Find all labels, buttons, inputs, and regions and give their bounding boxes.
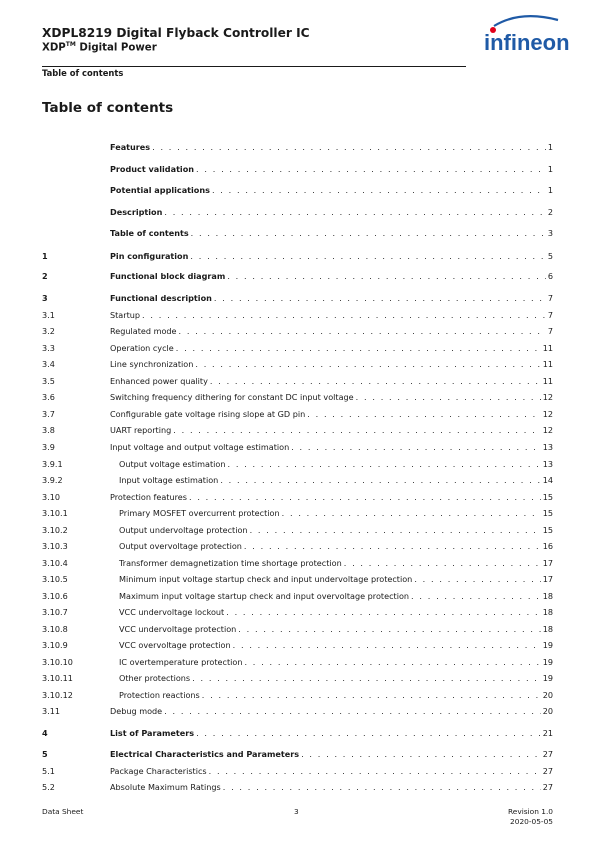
toc-entry-page: 27 [542, 766, 553, 776]
toc-leader-dots [238, 623, 540, 635]
toc-entry[interactable] [0, 540, 595, 552]
toc-entry-link[interactable] [110, 408, 553, 420]
toc-entry-page: 6 [547, 271, 553, 281]
toc-entry-title: IC overtemperature protection [119, 657, 243, 667]
toc-entry-title: Features [110, 142, 151, 152]
toc-leader-dots [244, 540, 541, 552]
toc-leader-dots [233, 639, 541, 651]
toc-leader-dots [196, 727, 541, 739]
toc-entry-link[interactable] [110, 270, 553, 282]
toc-entry[interactable] [0, 623, 595, 635]
toc-entry-page: 5 [547, 251, 553, 261]
toc-entry-title: Output overvoltage protection [119, 541, 242, 551]
toc-entry-number: 3.10.5 [42, 574, 68, 584]
toc-leader-dots [414, 573, 540, 585]
toc-entry-title: Minimum input voltage startup check and input undervoltage protection [119, 574, 413, 584]
toc-leader-dots [282, 507, 541, 519]
toc-entry-page: 27 [542, 782, 553, 792]
toc-entry-page: 13 [542, 459, 553, 469]
toc-entry-number: 3.10.12 [42, 690, 73, 700]
toc-entry-title: Output voltage estimation [119, 459, 226, 469]
toc-entry-page: 19 [542, 657, 553, 667]
toc-entry-link[interactable] [119, 623, 553, 635]
toc-entry[interactable] [0, 672, 595, 684]
toc-leader-dots [344, 557, 541, 569]
toc-entry-title: Pin configuration [110, 251, 189, 261]
toc-entry[interactable] [0, 342, 595, 354]
toc-entry-page: 19 [542, 673, 553, 683]
logo-arc [494, 16, 558, 26]
toc-leader-dots [210, 375, 541, 387]
toc-entry-page: 1 [547, 164, 553, 174]
toc-leader-dots [356, 391, 541, 403]
toc-entry[interactable] [0, 163, 595, 175]
toc-entry-page: 19 [542, 640, 553, 650]
toc-entry[interactable] [0, 507, 595, 519]
trademark-mark: TM [65, 41, 76, 48]
toc-entry-link[interactable] [119, 557, 553, 569]
toc-entry-page: 15 [542, 492, 553, 502]
toc-entry-number: 5 [42, 749, 48, 759]
toc-entry-title: Other protections [119, 673, 191, 683]
toc-entry-page: 1 [547, 142, 553, 152]
toc-entry[interactable] [0, 639, 595, 651]
toc-entry-number: 3.1 [42, 310, 55, 320]
toc-entry-link[interactable] [110, 781, 553, 793]
toc-entry[interactable] [0, 250, 595, 262]
toc-entry-title: Transformer demagnetization time shortage protection [119, 558, 342, 568]
toc-entry-link[interactable] [110, 325, 553, 337]
toc-entry-number: 3.10 [42, 492, 61, 502]
toc-entry-page: 16 [542, 541, 553, 551]
toc-entry[interactable] [0, 441, 595, 453]
toc-leader-dots [142, 309, 546, 321]
toc-entry[interactable] [0, 408, 595, 420]
toc-entry-link[interactable] [110, 358, 553, 370]
toc-entry-link[interactable] [119, 507, 553, 519]
toc-leader-dots [202, 689, 541, 701]
toc-entry-link[interactable] [110, 250, 553, 262]
toc-leader-dots [164, 705, 541, 717]
toc-entry-page: 12 [542, 425, 553, 435]
toc-entry-page: 17 [542, 574, 553, 584]
toc-entry-title: Output undervoltage protection [119, 525, 248, 535]
toc-entry-title: Enhanced power quality [110, 376, 208, 386]
toc-entry-link[interactable] [119, 689, 553, 701]
toc-entry-link[interactable] [119, 540, 553, 552]
toc-entry-link[interactable] [110, 206, 553, 218]
toc-entry-number: 3.10.2 [42, 525, 68, 535]
toc-entry[interactable] [0, 491, 595, 503]
toc-leader-dots [307, 408, 540, 420]
toc-entry[interactable] [0, 606, 595, 618]
toc-leader-dots [164, 206, 545, 218]
toc-leader-dots [226, 606, 540, 618]
toc-heading: Table of contents [42, 100, 174, 116]
toc-leader-dots [189, 491, 541, 503]
running-section-label: Table of contents [42, 68, 124, 78]
toc-entry-title: Startup [110, 310, 141, 320]
toc-entry[interactable] [0, 375, 595, 387]
toc-entry-page: 1 [547, 185, 553, 195]
toc-entry-title: Line synchronization [110, 359, 194, 369]
toc-entry-title: UART reporting [110, 425, 172, 435]
toc-entry-page: 12 [542, 409, 553, 419]
toc-entry-page: 7 [547, 326, 553, 336]
toc-leader-dots [223, 781, 541, 793]
toc-entry-number: 3.10.7 [42, 607, 68, 617]
toc-entry-page: 18 [542, 591, 553, 601]
toc-entry-number: 5.1 [42, 766, 55, 776]
toc-entry-title: Input voltage estimation [119, 475, 219, 485]
toc-entry-link[interactable] [110, 765, 553, 777]
toc-entry[interactable] [0, 689, 595, 701]
toc-entry-page: 20 [542, 706, 553, 716]
toc-entry-link[interactable] [110, 441, 553, 453]
toc-entry-link[interactable] [119, 590, 553, 602]
toc-entry-title: Electrical Characteristics and Parameters [110, 749, 300, 759]
toc-entry-number: 3.6 [42, 392, 55, 402]
toc-entry-link[interactable] [110, 141, 553, 153]
toc-entry-link[interactable] [119, 474, 553, 486]
toc-entry-number: 3.4 [42, 359, 55, 369]
toc-entry[interactable] [0, 206, 595, 218]
subtitle-main: XDP [42, 42, 66, 54]
toc-entry-page: 18 [542, 607, 553, 617]
toc-entry-number: 3.10.8 [42, 624, 68, 634]
toc-entry-page: 13 [542, 442, 553, 452]
toc-entry-page: 17 [542, 558, 553, 568]
toc-entry-link[interactable] [110, 748, 553, 760]
toc-leader-dots [191, 227, 546, 239]
toc-entry-title: Table of contents [110, 228, 189, 238]
toc-entry-link[interactable] [119, 524, 553, 536]
toc-entry-link[interactable] [119, 458, 553, 470]
toc-entry-page: 14 [542, 475, 553, 485]
toc-entry-page: 11 [542, 359, 553, 369]
toc-leader-dots [411, 590, 541, 602]
toc-leader-dots [220, 474, 540, 486]
toc-entry-title: Regulated mode [110, 326, 177, 336]
subtitle-rest: Digital Power [75, 42, 157, 54]
toc-leader-dots [214, 292, 546, 304]
toc-entry-number: 3.2 [42, 326, 55, 336]
toc-entry-title: List of Parameters [110, 728, 195, 738]
toc-leader-dots [192, 672, 541, 684]
toc-leader-dots [179, 325, 546, 337]
toc-entry-number: 3.7 [42, 409, 55, 419]
toc-entry[interactable] [0, 309, 595, 321]
toc-entry-title: Absolute Maximum Ratings [110, 782, 221, 792]
toc-entry[interactable] [0, 705, 595, 717]
toc-entry-number: 3 [42, 293, 48, 303]
toc-entry-title: VCC undervoltage lockout [119, 607, 225, 617]
toc-entry-title: Configurable gate voltage rising slope at GD pin [110, 409, 306, 419]
toc-entry-title: Protection reactions [119, 690, 200, 700]
toc-entry[interactable] [0, 557, 595, 569]
logo-wordmark: infineon [484, 30, 570, 55]
toc-entry-page: 12 [542, 392, 553, 402]
document-title: XDPL8219 Digital Flyback Controller IC [42, 26, 310, 40]
toc-entry-link[interactable] [110, 292, 553, 304]
toc-entry[interactable] [0, 227, 595, 239]
toc-entry-number: 3.8 [42, 425, 55, 435]
toc-leader-dots [209, 765, 541, 777]
toc-leader-dots [176, 342, 541, 354]
toc-entry-link[interactable] [110, 727, 553, 739]
toc-entry-number: 4 [42, 728, 48, 738]
toc-entry-link[interactable] [119, 573, 553, 585]
toc-entry[interactable] [0, 358, 595, 370]
toc-entry-number: 5.2 [42, 782, 55, 792]
toc-entry[interactable] [0, 748, 595, 760]
toc-entry[interactable] [0, 656, 595, 668]
toc-leader-dots [244, 656, 540, 668]
toc-entry-link[interactable] [119, 639, 553, 651]
toc-entry-title: Operation cycle [110, 343, 174, 353]
toc-entry-title: Potential applications [110, 185, 210, 195]
toc-entry-page: 11 [542, 343, 553, 353]
toc-entry-title: Product validation [110, 164, 195, 174]
toc-entry-title: Debug mode [110, 706, 163, 716]
toc-entry[interactable] [0, 458, 595, 470]
toc-entry-number: 2 [42, 271, 48, 281]
toc-entry-number: 3.5 [42, 376, 55, 386]
toc-entry-page: 2 [547, 207, 553, 217]
toc-entry-title: VCC overvoltage protection [119, 640, 231, 650]
toc-entry-number: 3.3 [42, 343, 55, 353]
infineon-logo [480, 14, 586, 60]
toc-entry-number: 3.11 [42, 706, 61, 716]
toc-entry-page: 15 [542, 525, 553, 535]
toc-entry-page: 7 [547, 293, 553, 303]
toc-entry-page: 20 [542, 690, 553, 700]
toc-entry-link[interactable] [110, 391, 553, 403]
toc-entry-number: 1 [42, 251, 48, 261]
toc-entry-title: Package Characteristics [110, 766, 207, 776]
toc-leader-dots [227, 458, 540, 470]
header-rule [42, 66, 466, 67]
toc-entry-title: Functional description [110, 293, 212, 303]
toc-entry-number: 3.10.4 [42, 558, 68, 568]
toc-entry-number: 3.10.9 [42, 640, 68, 650]
toc-leader-dots [227, 270, 546, 282]
toc-entry-title: Protection features [110, 492, 187, 502]
toc-entry[interactable] [0, 573, 595, 585]
toc-entry-title: Input voltage and output voltage estimation [110, 442, 290, 452]
toc-entry-page: 7 [547, 310, 553, 320]
toc-entry-page: 21 [542, 728, 553, 738]
toc-entry-title: Functional block diagram [110, 271, 226, 281]
toc-entry[interactable] [0, 424, 595, 436]
toc-entry[interactable] [0, 524, 595, 536]
toc-entry[interactable] [0, 141, 595, 153]
toc-leader-dots [212, 184, 546, 196]
toc-entry-number: 3.10.11 [42, 673, 73, 683]
toc-entry-number: 3.10.10 [42, 657, 73, 667]
toc-entry-link[interactable] [119, 656, 553, 668]
toc-entry-link[interactable] [110, 375, 553, 387]
toc-entry-link[interactable] [110, 184, 553, 196]
toc-entry-page: 11 [542, 376, 553, 386]
toc-entry-page: 3 [547, 228, 553, 238]
toc-entry-number: 3.10.1 [42, 508, 68, 518]
toc-leader-dots [250, 524, 541, 536]
toc-leader-dots [173, 424, 540, 436]
toc-entry[interactable] [0, 781, 595, 793]
toc-entry-number: 3.9 [42, 442, 55, 452]
toc-leader-dots [190, 250, 545, 262]
toc-entry[interactable] [0, 727, 595, 739]
toc-leader-dots [195, 358, 540, 370]
footer-revision-block [508, 807, 553, 827]
toc-entry[interactable] [0, 474, 595, 486]
toc-entry-link[interactable] [110, 309, 553, 321]
footer-date: 2020-05-05 [510, 817, 553, 826]
toc-entry-link[interactable] [119, 606, 553, 618]
toc-entry[interactable] [0, 270, 595, 282]
toc-entry-title: VCC undervoltage protection [119, 624, 237, 634]
toc-entry-link[interactable] [110, 342, 553, 354]
toc-entry-link[interactable] [119, 672, 553, 684]
toc-entry[interactable] [0, 184, 595, 196]
toc-leader-dots [152, 141, 546, 153]
toc-entry-number: 3.10.6 [42, 591, 68, 601]
toc-entry-page: 27 [542, 749, 553, 759]
toc-entry-link[interactable] [110, 424, 553, 436]
toc-leader-dots [196, 163, 546, 175]
toc-entry[interactable] [0, 292, 595, 304]
toc-entry-title: Primary MOSFET overcurrent protection [119, 508, 280, 518]
toc-entry-link[interactable] [110, 163, 553, 175]
toc-entry-page: 18 [542, 624, 553, 634]
document-subtitle [42, 41, 157, 53]
toc-leader-dots [301, 748, 541, 760]
toc-entry-title: Switching frequency dithering for constant DC input voltage [110, 392, 354, 402]
footer-doc-type: Data Sheet [42, 807, 84, 816]
toc-entry-number: 3.9.2 [42, 475, 63, 485]
toc-entry-number: 3.10.3 [42, 541, 68, 551]
toc-entry[interactable] [0, 325, 595, 337]
toc-entry[interactable] [0, 765, 595, 777]
toc-entry-link[interactable] [110, 227, 553, 239]
footer-revision: Revision 1.0 [508, 807, 553, 816]
toc-leader-dots [291, 441, 540, 453]
footer-page-number: 3 [294, 807, 299, 816]
toc-entry-link[interactable] [110, 491, 553, 503]
toc-entry-title: Maximum input voltage startup check and input overvoltage protection [119, 591, 410, 601]
toc-entry-number: 3.9.1 [42, 459, 63, 469]
toc-entry-page: 15 [542, 508, 553, 518]
toc-entry[interactable] [0, 391, 595, 403]
toc-entry-link[interactable] [110, 705, 553, 717]
toc-entry[interactable] [0, 590, 595, 602]
toc-entry-title: Description [110, 207, 163, 217]
